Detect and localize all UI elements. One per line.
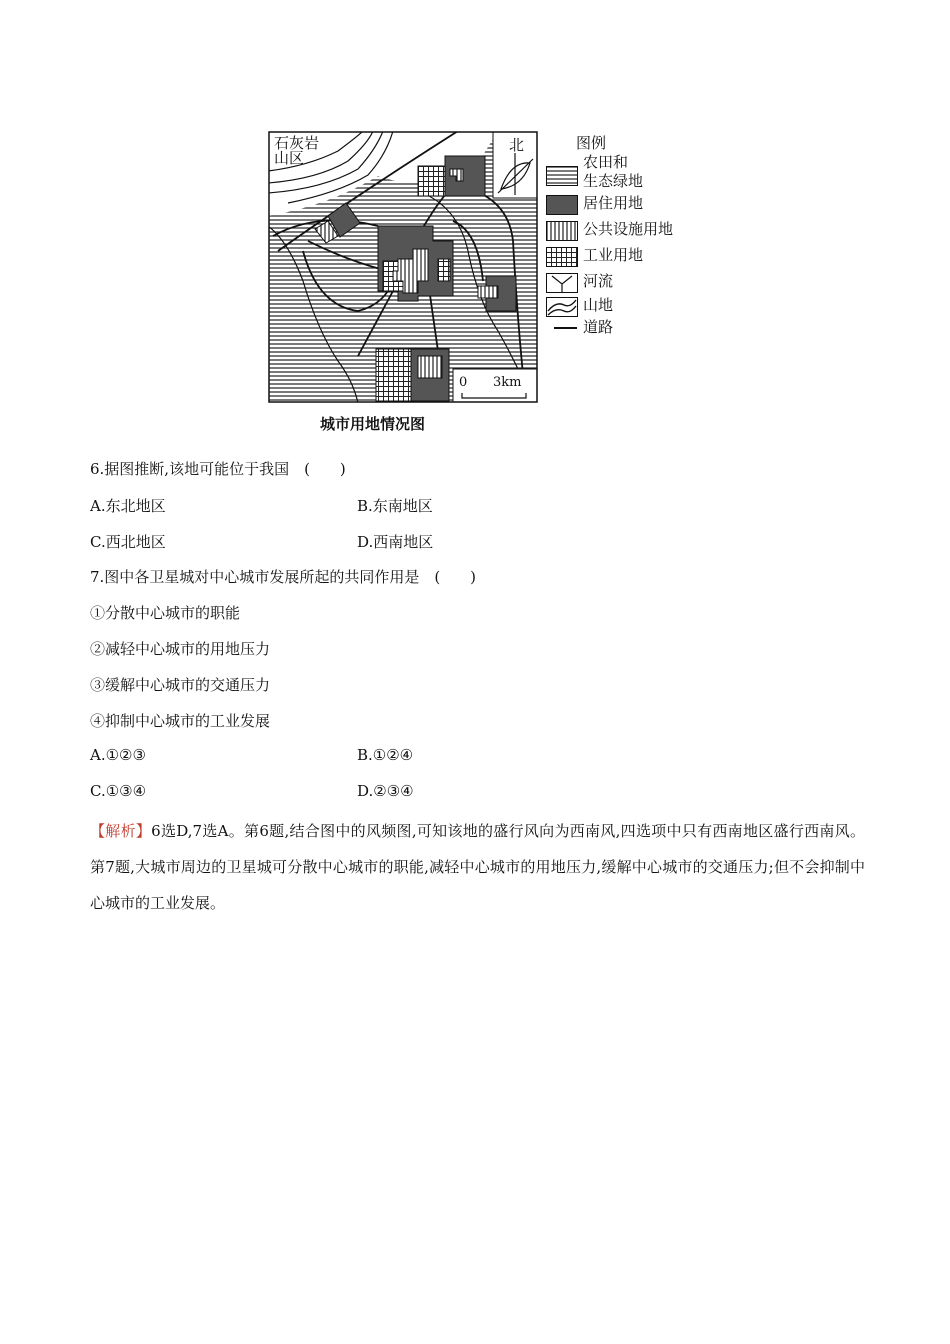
mountain-label: 石灰岩 山区 <box>274 134 320 167</box>
legend-label: 道路 <box>583 318 614 336</box>
q7-statement-3: ③缓解中心城市的交通压力 <box>90 676 271 694</box>
scale-value-label: 3km <box>493 375 522 390</box>
q7-option-c: C.①③④ <box>90 782 147 800</box>
q7-statement-4: ④抑制中心城市的工业发展 <box>90 712 271 730</box>
legend-label: 山地 <box>583 296 614 314</box>
q7-statement-1: ①分散中心城市的职能 <box>90 604 241 622</box>
q7-option-d: D.②③④ <box>357 782 414 800</box>
land-use-map <box>268 131 538 403</box>
figure-caption: 城市用地情况图 <box>320 415 426 433</box>
q7-statement-2: ②减轻中心城市的用地压力 <box>90 640 271 658</box>
q7-option-a: A.①②③ <box>90 746 146 764</box>
legend-label: 公共设施用地 <box>583 220 674 238</box>
q6-option-a: A.东北地区 <box>90 497 166 515</box>
scale-zero-label: 0 <box>459 375 468 390</box>
legend-label: 工业用地 <box>583 246 644 264</box>
legend-title: 图例 <box>576 134 607 152</box>
analysis-text: 6选D,7选A。第6题,结合图中的风频图,可知该地的盛行风向为西南风,四选项中只有西南地区盛行西南风。第7题,大城市周边的卫星城可分散中心城市的职能,减轻中心城市的用地压力,缓解中心城市的交通压力;但不会抑制中心城市的工业发展。 <box>90 822 865 912</box>
central-industrial <box>438 259 450 281</box>
question-6-stem: 6.据图推断,该地可能位于我国 ( ) <box>90 460 346 478</box>
legend-label: 农田和 生态绿地 <box>583 153 644 190</box>
e-public <box>478 286 498 298</box>
legend-label: 居住用地 <box>583 194 644 212</box>
q6-option-c: C.西北地区 <box>90 533 166 551</box>
q7-option-b: B.①②④ <box>357 746 414 764</box>
land-use-figure <box>268 131 688 406</box>
s-industrial <box>376 349 411 401</box>
analysis-tag: 【解析】 <box>90 822 152 840</box>
legend-label: 河流 <box>583 272 614 290</box>
question-7-stem: 7.图中各卫星城对中心城市发展所起的共同作用是 ( ) <box>90 568 477 586</box>
north-label: 北 <box>509 136 525 154</box>
s-public <box>418 356 442 378</box>
q6-option-d: D.西南地区 <box>357 533 434 551</box>
analysis-paragraph <box>90 813 865 921</box>
ne-industrial <box>418 166 445 196</box>
q6-option-b: B.东南地区 <box>357 497 433 515</box>
